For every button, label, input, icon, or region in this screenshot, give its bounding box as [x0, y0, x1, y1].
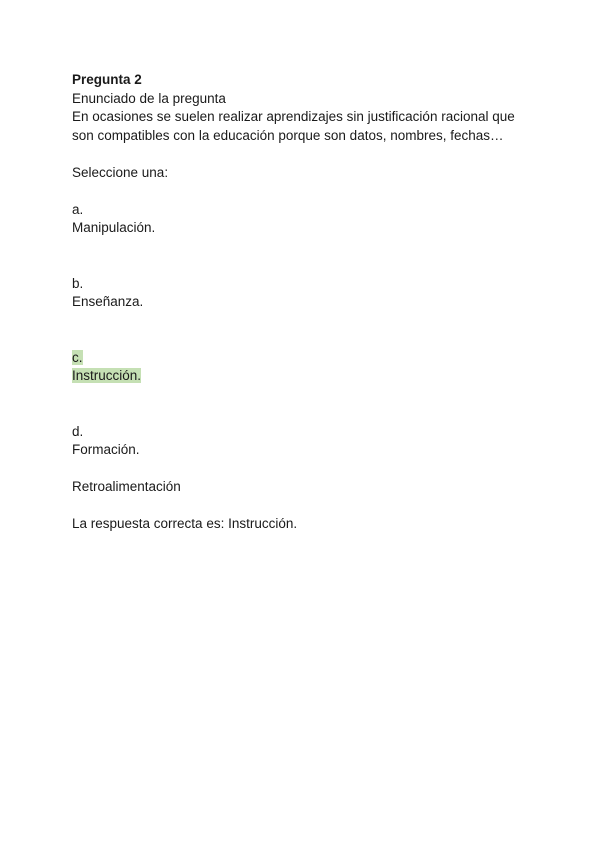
spacer: [72, 312, 532, 349]
option-b: [72, 275, 532, 312]
option-letter: a.: [72, 201, 84, 217]
document-page: [72, 71, 532, 534]
select-prompt: Seleccione una:: [72, 164, 169, 180]
option-text: Manipulación.: [72, 220, 156, 235]
feedback-label: Retroalimentación: [72, 479, 181, 494]
option-d: [72, 423, 532, 460]
option-letter-highlighted: c.: [72, 349, 83, 365]
question-stem-label: Enunciado de la pregunta: [72, 90, 226, 106]
option-a: [72, 201, 532, 238]
correct-answer-text: La respuesta correcta es: Instrucción.: [72, 516, 298, 531]
spacer: [72, 238, 532, 275]
spacer: [72, 182, 532, 201]
option-text-highlighted: Instrucción.: [72, 368, 142, 383]
question-title: Pregunta 2: [72, 72, 142, 87]
question-stem-text: En ocasiones se suelen realizar aprendizajes sin justificación racional que son compatibles con la educación porque son datos, nombres, fechas…: [72, 109, 515, 143]
option-letter: d.: [72, 423, 84, 439]
spacer: [72, 386, 532, 423]
option-text: Formación.: [72, 442, 140, 457]
option-text: Enseñanza.: [72, 294, 144, 309]
spacer: [72, 145, 532, 164]
spacer: [72, 460, 532, 479]
option-letter: b.: [72, 275, 84, 291]
option-c-correct: [72, 349, 532, 386]
spacer: [72, 497, 532, 516]
